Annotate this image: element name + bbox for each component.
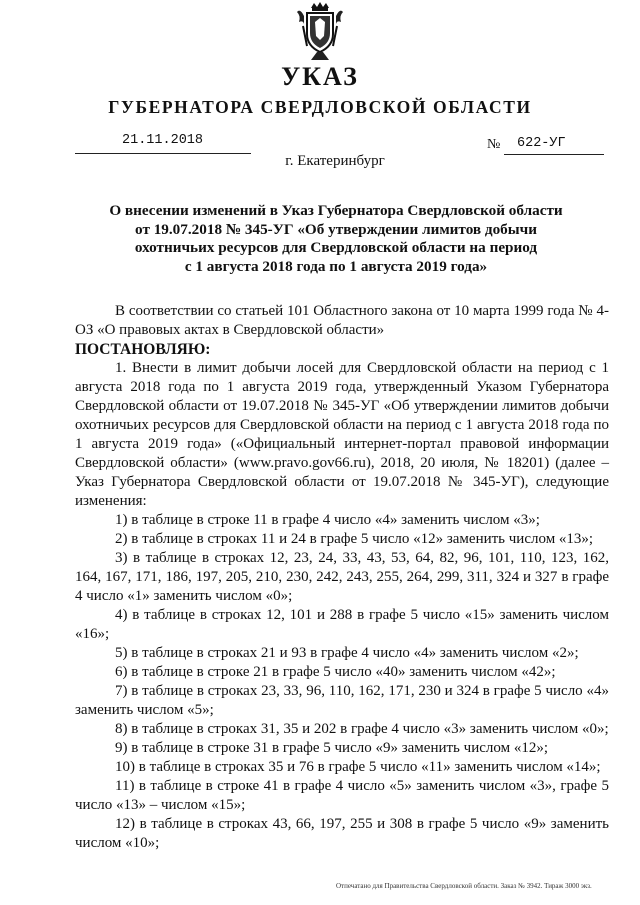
coat-of-arms-emblem — [297, 2, 343, 62]
change-item: 7) в таблице в строках 23, 33, 96, 110, 162, 171, 230 и 324 в графе 5 число «4» заменить числом «5»; — [75, 683, 609, 718]
change-item: 2) в таблице в строках 11 и 24 в графе 5 число «12» заменить числом «13»; — [115, 531, 594, 547]
change-item: 4) в таблице в строках 12, 101 и 288 в графе 5 число «15» заменить числом «16»; — [75, 607, 609, 642]
change-item: 1) в таблице в строке 11 в графе 4 число «4» заменить числом «3»; — [115, 512, 540, 528]
document-number: 622-УГ — [517, 136, 566, 151]
number-label: № — [487, 137, 501, 152]
title-line: О внесении изменений в Указ Губернатора Свердловской области — [109, 202, 563, 219]
item-1-paragraph: 1. Внести в лимит добычи лосей для Свердловской области на период с 1 августа 2018 года по 1 августа 2019 года, утвержденный Указом Губернатора Свердловской области от 19.07.2018 № 345-УГ «Об утверждении лимитов добычи охотничьих ресурсов для Свердловской области на период с 1 августа 2018 года по 1 августа 2019 года» («Официальный интернет-портал правовой информации Свердловской области» (www.pravo.gov66.ru), 2018, 20 июля, № 18201) (далее – Указ Губернатора Свердловской области от 19.07.2018 № 345-УГ), следующие изменения: — [75, 360, 609, 509]
change-item: 3) в таблице в строках 12, 23, 24, 33, 43, 53, 64, 82, 96, 101, 110, 123, 162, 164, 167, 171, 186, 197, 205, 210, 230, 242, 243, 255, 264, 299, 311, 324 и 327 в графе 4 число «1» заменить числом «0»; — [75, 550, 609, 604]
change-item: 8) в таблице в строках 31, 35 и 202 в графе 4 число «3» заменить числом «0»; — [115, 721, 609, 737]
preamble-paragraph: В соответствии со статьей 101 Областного закона от 10 марта 1999 года № 4-ОЗ «О правовых актах в Свердловской области» — [75, 303, 609, 338]
city-line: г. Екатеринбург — [285, 153, 385, 169]
change-item: 6) в таблице в строке 21 в графе 5 число «40» заменить числом «42»; — [115, 664, 556, 680]
change-item: 11) в таблице в строке 41 в графе 4 число «5» заменить числом «3», графе 5 число «13» – числом «15»; — [75, 778, 609, 813]
print-note: Отпечатано для Правительства Свердловской области. Заказ № 3942. Тираж 3000 экз. — [336, 882, 592, 890]
decree-word: ПОСТАНОВЛЯЮ: — [75, 341, 211, 358]
document-body — [75, 302, 609, 853]
change-item: 12) в таблице в строках 43, 66, 197, 255 и 308 в графе 5 число «9» заменить числом «10»; — [75, 816, 609, 851]
document-date: 21.11.2018 — [122, 133, 204, 148]
change-item: 9) в таблице в строке 31 в графе 5 число «9» заменить числом «12»; — [115, 740, 548, 756]
title-line: от 19.07.2018 № 345-УГ «Об утверждении лимитов добычи — [135, 220, 537, 238]
document-title — [86, 202, 586, 276]
title-line: охотничьих ресурсов для Свердловской области на период — [134, 239, 538, 256]
issuer-heading: ГУБЕРНАТОРА СВЕРДЛОВСКОЙ ОБЛАСТИ — [108, 97, 532, 117]
title-line: с 1 августа 2018 года по 1 августа 2019 года» — [184, 257, 488, 275]
document-type-heading: УКАЗ — [281, 62, 359, 91]
change-item: 5) в таблице в строках 21 и 93 в графе 4 число «4» заменить числом «2»; — [115, 645, 579, 661]
change-item: 10) в таблице в строках 35 и 76 в графе 5 число «11» заменить числом «14»; — [115, 759, 601, 775]
